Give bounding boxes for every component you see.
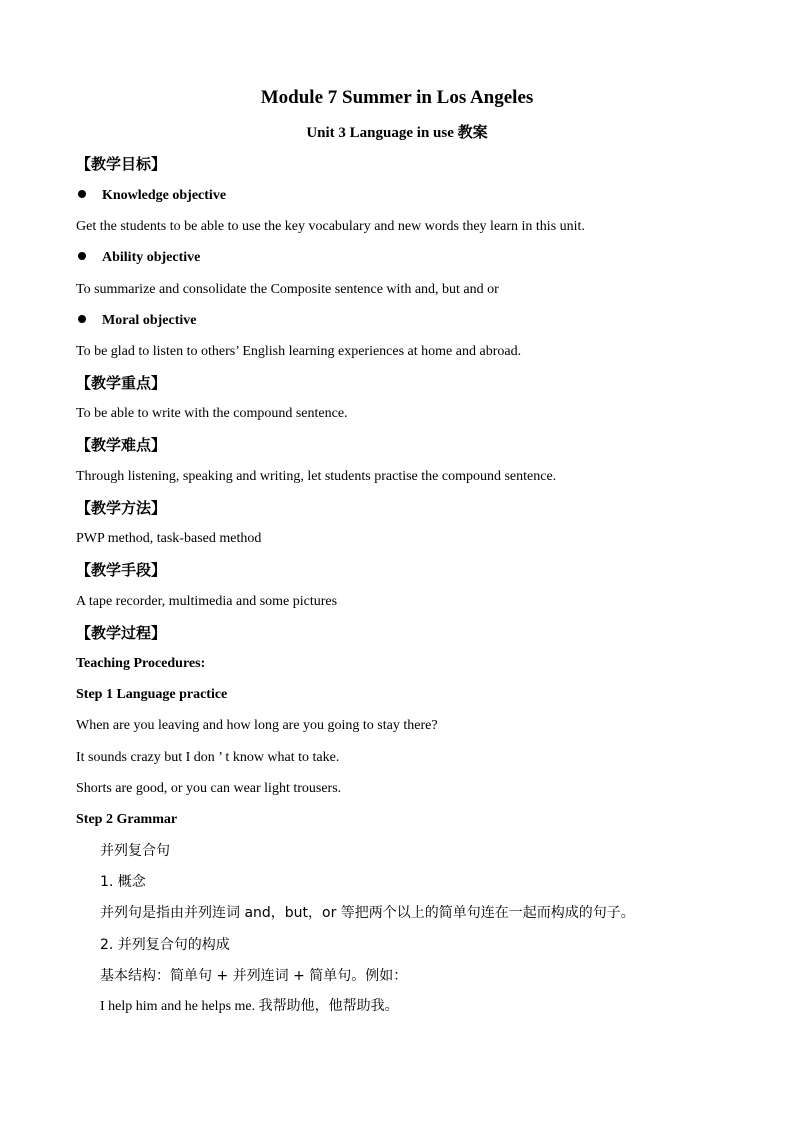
means-heading: 【教学手段】 (76, 561, 167, 579)
step1-line: Shorts are good, or you can wear light trousers. (76, 781, 342, 796)
ability-objective-label: Ability objective (102, 250, 201, 265)
methods-text: PWP method, task-based method (76, 531, 262, 546)
bullet-icon (78, 252, 86, 260)
knowledge-objective-label: Knowledge objective (102, 188, 227, 203)
ability-objective-item (76, 248, 200, 268)
step2-line: I help him and he helps me. 我帮助他，他帮助我。 (100, 999, 399, 1014)
step1-line: When are you leaving and how long are you going to stay there? (76, 718, 438, 733)
moral-objective-text: To be glad to listen to others’ English learning experiences at home and abroad. (76, 344, 522, 359)
moral-objective-item (76, 311, 196, 331)
difficult-points-text: Through listening, speaking and writing, let students practise the compound sentence. (76, 469, 557, 484)
step2-line: 并列句是指由并列连词 and，but，or 等把两个以上的简单句连在一起而构成的句子。 (100, 905, 635, 921)
step2-label: Step 2 Grammar (76, 812, 178, 827)
step2-line: 1. 概念 (100, 874, 146, 890)
bullet-icon (78, 315, 86, 323)
objectives-heading: 【教学目标】 (76, 155, 167, 173)
ability-objective-text: To summarize and consolidate the Composite sentence with and, but and or (76, 282, 499, 297)
bullet-icon (78, 190, 86, 198)
key-points-text: To be able to write with the compound sentence. (76, 406, 348, 421)
step1-line: It sounds crazy but I don ’ t know what to take. (76, 750, 340, 765)
step2-line: 2. 并列复合句的构成 (100, 937, 230, 953)
page-title: Module 7 Summer in Los Angeles (260, 87, 534, 108)
methods-heading: 【教学方法】 (76, 499, 167, 517)
moral-objective-label: Moral objective (102, 313, 197, 328)
knowledge-objective-text: Get the students to be able to use the key vocabulary and new words they learn in this unit. (76, 219, 585, 234)
step2-line: 并列复合句 (100, 843, 170, 859)
page-subtitle: Unit 3 Language in use 教案 (306, 125, 488, 141)
difficult-points-heading: 【教学难点】 (76, 436, 167, 454)
knowledge-objective-item (76, 186, 226, 206)
teaching-procedures-label: Teaching Procedures: (76, 656, 206, 671)
step1-label: Step 1 Language practice (76, 687, 228, 702)
step2-line: 基本结构：简单句 + 并列连词 + 简单句。例如： (100, 968, 408, 984)
key-points-heading: 【教学重点】 (76, 374, 167, 392)
means-text: A tape recorder, multimedia and some pictures (76, 594, 338, 609)
process-heading: 【教学过程】 (76, 624, 167, 642)
